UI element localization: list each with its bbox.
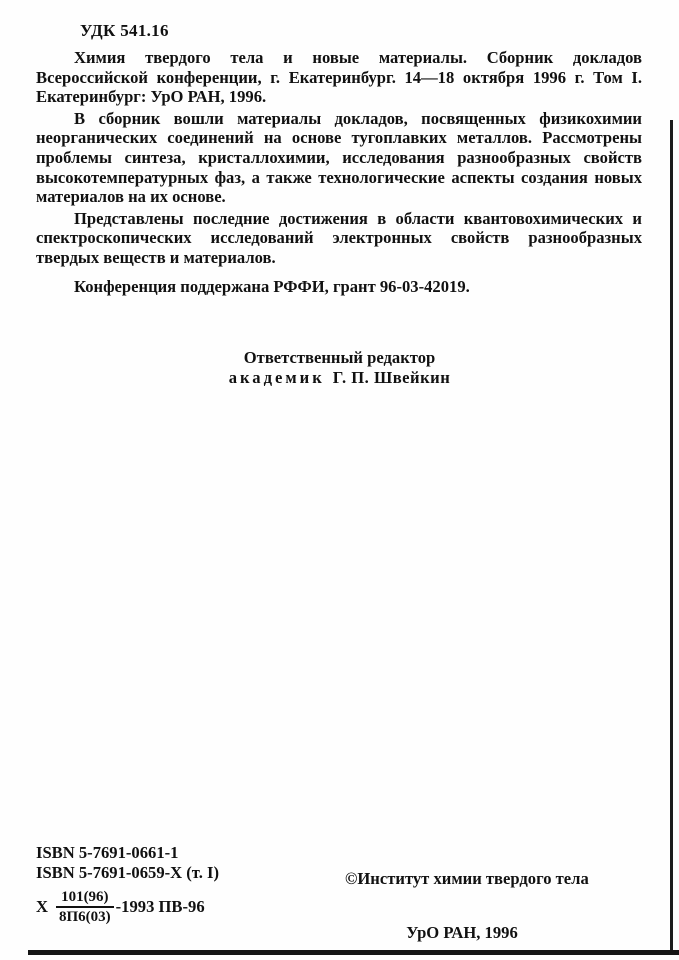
abstract-paragraph-1: В сборник вошли материалы докладов, посвященных физикохимии неорганических соединений на основе тугоплавких металлов. Рассмотрены проблемы синтеза, кристаллохимии, исследования разнообразных свойств высокотемпературных фаз, а также технологические аспекты создания новых материалов на их основе. xyxy=(36,108,642,207)
isbn-series: ISBN 5-7691-0659-X (т. I) xyxy=(36,863,219,882)
classification-prefix: Х xyxy=(36,897,48,916)
copyright-holder: ©Институт химии твердого тела xyxy=(345,869,589,888)
classification-suffix: -1993 ПВ-96 xyxy=(115,897,205,916)
bibliographic-description: Химия твердого тела и новые материалы. Сборник докладов Всероссийской конференции, г. Екатеринбург. 14—18 октября 1996 г. Том I. Екатеринбург: УрО РАН, 1996. xyxy=(36,48,642,107)
udc-number: УДК 541.16 xyxy=(80,21,169,40)
isbn-volume: ISBN 5-7691-0661-1 xyxy=(36,843,179,862)
classification-fraction xyxy=(56,889,114,925)
editor-name: Г. П. Швейкин xyxy=(332,368,451,387)
abstract-block xyxy=(36,48,642,296)
classification-denominator: 8П6(03) xyxy=(58,909,111,925)
editor-rank: академик xyxy=(228,368,325,387)
editor-name-line xyxy=(0,368,679,388)
imprint-left-block xyxy=(36,843,219,925)
copyright-block xyxy=(345,869,645,943)
scan-artifact-bottom-edge xyxy=(28,950,679,955)
grant-acknowledgement: Конференция поддержана РФФИ, грант 96-03-42019. xyxy=(74,276,470,296)
classification-numerator: 101(96) xyxy=(56,889,114,908)
editor-title: Ответственный редактор xyxy=(243,348,436,367)
scan-artifact-right-edge xyxy=(670,120,673,955)
classification-index xyxy=(36,889,219,925)
abstract-paragraph-2: Представлены последние достижения в области квантовохимических и спектроскопических исследований электронных свойств разнообразных твердых веществ и материалов. xyxy=(36,208,642,267)
editor-block xyxy=(0,348,679,388)
copyright-year-line: УрО РАН, 1996 xyxy=(406,923,518,942)
